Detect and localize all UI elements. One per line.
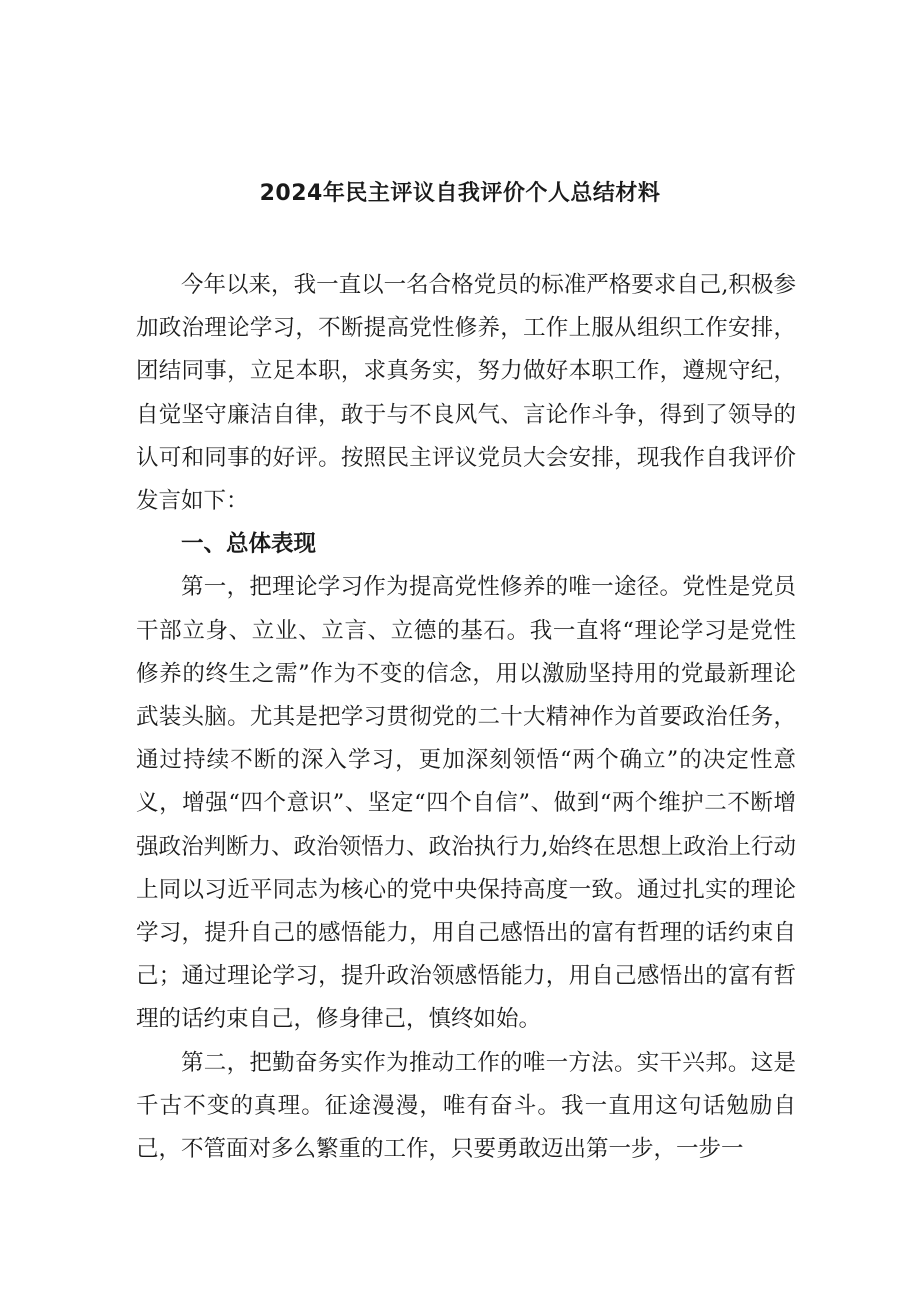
paragraph-second: 第二，把勤奋务实作为推动工作的唯一方法。实干兴邦。这是千古不变的真理。征途漫漫，唯有奋斗。我一直用这句话勉励自己，不管面对多么繁重的工作，只要勇敢迈出第一步，一步一 xyxy=(136,1049,796,1163)
paragraph-first: 第一，把理论学习作为提高党性修养的唯一途径。党性是党员干部立身、立业、立言、立德的基石。我一直将“理论学习是党性修养的终生之需”作为不变的信念，用以激励坚持用的党最新理论武装头脑。尤其是把学习贯彻党的二十大精神作为首要政治任务，通过持续不断的深入学习，更加深刻领悟“两个确立”的决定性意义，增强“四个意识”、坚定“四个自信”、做到“两个维护二不断增强政治判断力、政治领悟力、政治执行力,始终在思想上政治上行动上同以习近平同志为核心的党中央保持高度一致。通过扎实的理论学习，提升自己的感悟能力，用自己感悟出的富有哲理的话约束自己；通过理论学习，提升政治领感悟能力，用自己感悟出的富有哲理的话约束自己，修身律己，慎终如始。 xyxy=(136,574,796,1033)
section-heading: 一、总体表现 xyxy=(181,531,317,558)
intro-paragraph: 今年以来，我一直以一名合格党员的标准严格要求自己,积极参加政治理论学习，不断提高党性修养，工作上服从组织工作安排，团结同事，立足本职，求真务实，努力做好本职工作，遵规守纪，自觉坚守廉洁自律，敢于与不良风气、言论作斗争，得到了领导的认可和同事的好评。按照民主评议党员大会安排，现我作自我评价发言如下： xyxy=(136,272,796,515)
document-body xyxy=(136,264,796,1171)
document-title: 2024年民主评议自我评价个人总结材料 xyxy=(259,181,661,206)
